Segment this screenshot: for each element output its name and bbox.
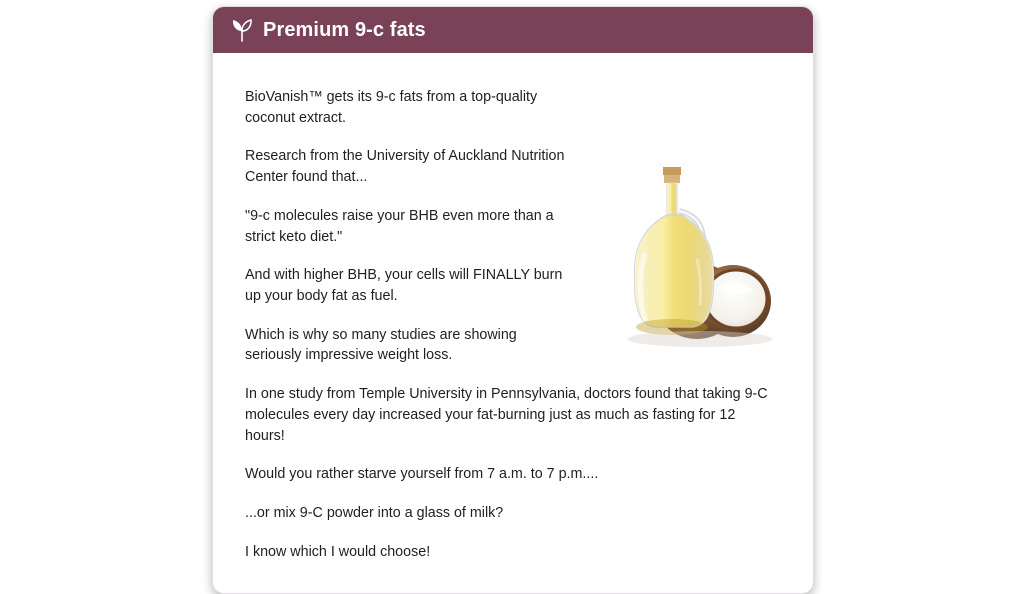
paragraph-9: I know which I would choose! (245, 543, 431, 560)
paragraph-4: And with higher BHB, your cells will FINALLY burn up your body fat as fuel. (245, 267, 563, 305)
leaf-icon (231, 18, 253, 42)
paragraph-5: Which is why so many studies are showing seriously impressive weight loss. (245, 326, 517, 364)
card-copy (245, 87, 771, 563)
paragraph-3: "9-c molecules raise your BHB even more than a strict keto diet." (245, 207, 554, 245)
card-body (213, 53, 813, 593)
paragraph-1: BioVanish™ gets its 9-c fats from a top-quality coconut extract. (245, 89, 538, 126)
card-header (213, 7, 813, 53)
paragraph-6: In one study from Temple University in Pennsylvania, doctors found that taking 9-C molecules every day increased your fat-burning just as much as fasting for 12 hours! (245, 386, 768, 444)
paragraph-2: Research from the University of Auckland Nutrition Center found that... (245, 148, 565, 186)
card-title: Premium 9-c fats (263, 19, 426, 41)
paragraph-8: ...or mix 9-C powder into a glass of milk? (245, 505, 504, 522)
premium-fats-card (212, 6, 814, 594)
paragraph-7: Would you rather starve yourself from 7 a.m. to 7 p.m.... (245, 466, 599, 483)
